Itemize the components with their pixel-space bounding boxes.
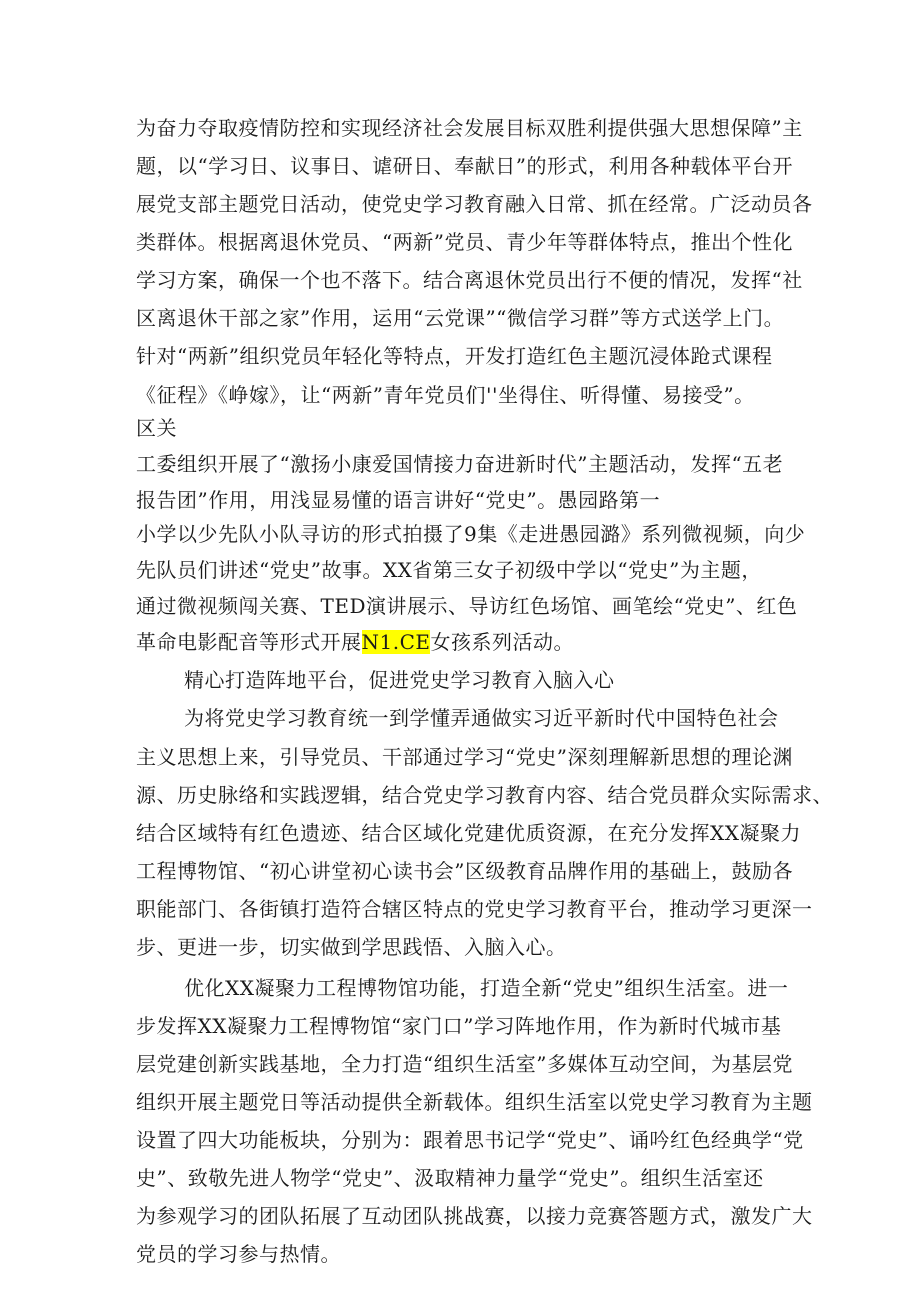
text-line: 史”、致敬先进人物学“党史”、汲取精神力量学“党史”。组织生活室还 (136, 1166, 764, 1190)
text-line: 步发挥XX凝聚力工程博物馆“家门口”学习阵地作用，作为新时代城市基 (136, 1014, 782, 1038)
text-line-highlighted (136, 628, 574, 656)
text-line: 结合区域特有红色遗迹、结合区域化党建优质资源，在充分发挥XX凝聚力 (136, 821, 801, 845)
text-line: 区离退休干部之家”作用，运用“云党课”“微信学习群”等方式送学上门。 (136, 306, 785, 330)
text-line: 《征程》《峥嫁》，让“两新”青年党员们''坐得住、听得懂、易接受”。 (136, 383, 755, 407)
text-line: 步、更进一步，切实做到学思践悟、入脑入心。 (136, 935, 567, 959)
section-heading: 精心打造阵地平台，促进党史学习教育入脑入心 (184, 668, 615, 692)
text-line: 先队员们讲述“党史”故事。XX省第三女子初级中学以“党史”为主题， (136, 558, 762, 582)
text-line: 为参观学习的团队拓展了互动团队挑战赛，以接力竞赛答题方式，激发广大 (136, 1204, 813, 1228)
text-line: 工程博物馆、“初心讲堂初心读书会”区级教育品牌作用的基础上，鼓励各 (136, 859, 793, 883)
text-line: 区关 (136, 416, 177, 440)
text-line: 为奋力夺取疫情防控和实现经济社会发展目标双胜利提供强大思想保障”主 (136, 116, 803, 140)
text-line: 职能部门、各街镇打造符合辖区特点的党史学习教育平台，推动学习更深一 (136, 897, 813, 921)
text-line: 展党支部主题党日活动，使党史学习教育融入日常、抓在经常。广泛动员各 (136, 192, 813, 216)
text-line: 设置了四大功能板块，分别为：跟着思书记学“党史”、诵吟红色经典学“党 (136, 1128, 804, 1152)
text-line: 工委组织开展了“激扬小康爱国情接力奋进新时代”主题活动，发挥“五老 (136, 452, 784, 476)
text-line: 源、历史脉络和实践逻辑，结合党史学习教育内容、结合党员群众实际需求、 (136, 783, 833, 807)
text-line: 小学以少先队小队寻访的形式拍摄了9集《走进愚园潞》系列微视频，向少 (136, 522, 806, 546)
text-line: 类群体。根据离退休党员、“两新”党员、青少年等群体特点，推出个性化 (136, 230, 793, 254)
text-segment: 革命电影配音等形式开展 (136, 630, 362, 654)
text-line: 学习方案，确保一个也不落下。结合离退休党员出行不便的情况，发挥“社 (136, 268, 803, 292)
text-line: 党员的学习参与热情。 (136, 1242, 341, 1266)
text-line: 层党建创新实践基地，全力打造“组织生活室”多媒体互动空间，为基层党 (136, 1052, 793, 1076)
text-line: 主义思想上来，引导党员、干部通过学习“党史”深刻理解新思想的理论渊 (136, 745, 793, 769)
text-line: 报告团”作用，用浅显易懂的语言讲好“党史”。愚园路第一 (136, 488, 661, 512)
text-line: 题，以“学习日、议事日、谑研日、奉献日”的形式，利用各种载体平台开 (136, 154, 793, 178)
text-line: 优化XX凝聚力工程博物馆功能，打造全新“党史”组织生活室。进一 (184, 976, 789, 1000)
text-line: 组织开展主题党日等活动提供全新载体。组织生活室以党史学习教育为主题 (136, 1090, 813, 1114)
text-line: 针对“两新”组织党员年轻化等特点，开发打造红色主题沉浸体跄式课程 (136, 344, 773, 368)
text-line: 为将党史学习教育统一到学懂弄通做实习近平新时代中国特色社会 (184, 706, 779, 730)
text-line: 通过微视频闯关赛、TED演讲展示、导访红色场馆、画笔绘“党史”、红色 (136, 594, 798, 618)
text-segment: 女孩系列活动。 (430, 630, 574, 654)
highlighted-text: N1.CE (361, 630, 431, 654)
